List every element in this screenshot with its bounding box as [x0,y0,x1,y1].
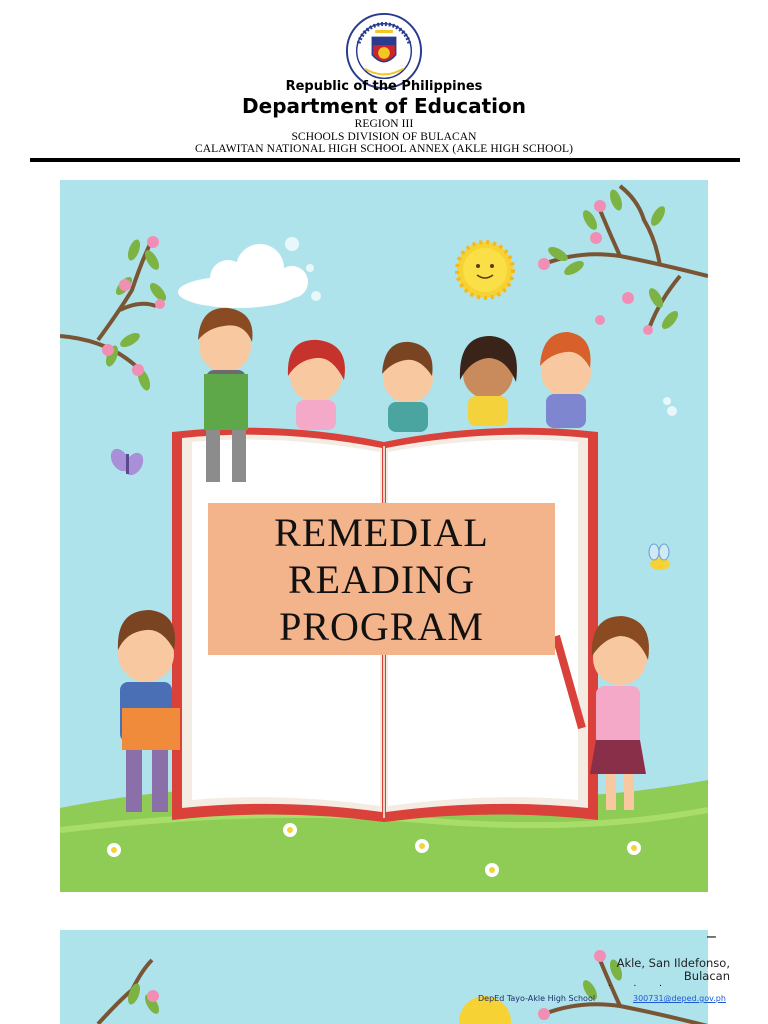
address-line-2: Bulacan [683,969,730,983]
cover-illustration [60,180,708,892]
email-link[interactable]: 300731@deped.gov.ph [633,994,726,1003]
header-divider [30,158,740,162]
kid-brown-hair [382,342,433,432]
division-line: SCHOOLS DIVISION OF BULACAN [291,131,477,143]
department-heading: Department of Education [242,94,526,118]
footer-dots: . . . [608,978,672,989]
school-line: CALAWITAN NATIONAL HIGH SCHOOL ANNEX (AKLE HIGH SCHOOL) [194,143,574,155]
cover-illustration-repeat [60,930,708,1024]
sun-icon [457,242,513,298]
kid-orange-hair [540,332,591,428]
title-line-2: READING [288,556,475,602]
footer-dash: – [707,928,716,945]
program-title-box [208,503,555,655]
title-line-1: REMEDIAL [274,509,489,555]
address-line-1: Akle, San Ildefonso, [616,956,730,970]
title-line-3: PROGRAM [279,603,484,649]
facebook-page-label: DepEd Tayo-Akle High School [478,994,596,1003]
republic-heading: Republic of the Philippines [285,79,483,94]
region-line: REGION III [354,118,414,130]
